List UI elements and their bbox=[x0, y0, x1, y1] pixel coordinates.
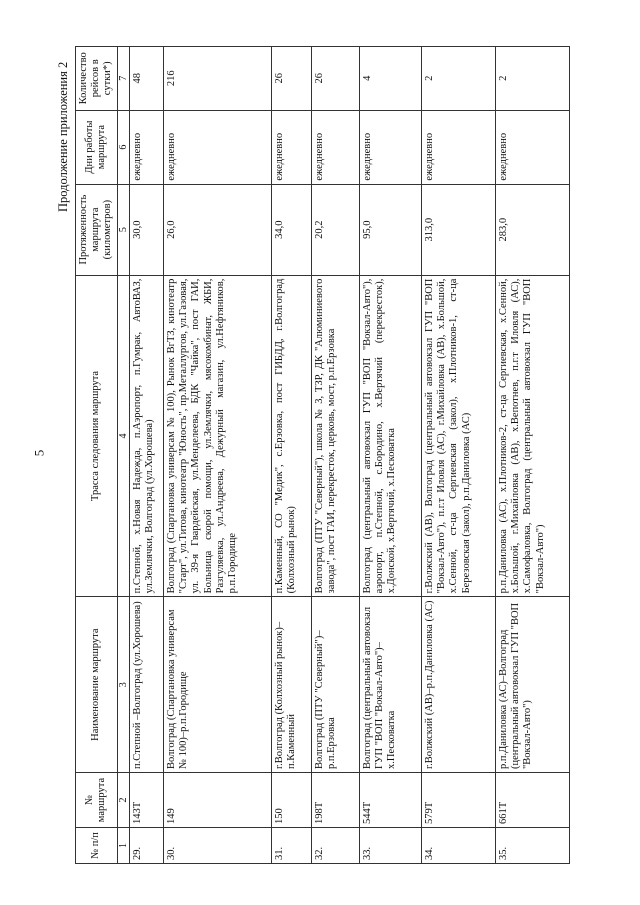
route-name: р.п.Даниловка (АС)–Волгоград (центральный автовокзал ГУП "ВОП "Вокзал-Авто") bbox=[496, 597, 570, 773]
route-length: 34,0 bbox=[272, 184, 312, 275]
row-index: 33. bbox=[360, 828, 422, 864]
route-days: ежедневно bbox=[496, 110, 570, 184]
column-number-row bbox=[117, 47, 130, 864]
rotated-table-sheet bbox=[50, 28, 590, 876]
row-index: 29. bbox=[130, 828, 164, 864]
route-days: ежедневно bbox=[272, 110, 312, 184]
route-path: р.п.Даниловка (АС), х.Плотников-2, ст-ца Сергиевская, х.Сенной, х.Большой, г.Михайловка (АВ), х.Вепотнев, п.г.т Иловля (АС), х.Самофаловка, Волгоград (центральный автовокзал ГУП "ВОП "Вокзал-Авто") bbox=[496, 275, 570, 597]
route-days: ежедневно bbox=[164, 110, 272, 184]
route-trips: 48 bbox=[130, 47, 164, 111]
route-name: Волгоград (центральный автовокзал ГУП "ВОП "Вокзал-Авто")–х.Песковатка bbox=[360, 597, 422, 773]
route-name: п.Степной –Волгоград (ул.Хорошева) bbox=[130, 597, 164, 773]
header-cell: № п/п bbox=[76, 828, 118, 864]
route-path: Волгоград (центральный автовокзал ГУП "ВОП "Вокзал-Авто"), аэропорт, п.Степной, с.Бородино, х.Вертячий (перекресток), х.Донской, х.Вертячий, х.Песковатка bbox=[360, 275, 422, 597]
route-length: 283,0 bbox=[496, 184, 570, 275]
route-trips: 4 bbox=[360, 47, 422, 111]
column-number: 7 bbox=[117, 47, 130, 111]
route-length: 20,2 bbox=[312, 184, 360, 275]
header-cell: № маршрута bbox=[76, 773, 118, 828]
route-path: п.Каменный, СО "Медик", с.Ерзовка, пост ГИБДД, г.Волгоград (Колхозный рынок) bbox=[272, 275, 312, 597]
route-path: г.Волжский (АВ), Волгоград (центральный автовокзал ГУП "ВОП "Вокзал-Авто"), п.г.т Иловля (АС), г.Михайловка (АВ), х.Большой, х.Сенной, ст-ца Сергиевская (закол), х.Плотников-1, ст-ца Березовская (закол), р.п.Даниловка (АС) bbox=[422, 275, 496, 597]
route-path: Волгоград (ПТУ "Северный"), школа № 3, ТЗР, ДК "Алюминиевого завода", пост ГАИ, перекресток, церковь, мост, р.п.Ерзовка bbox=[312, 275, 360, 597]
route-days: ежедневно bbox=[360, 110, 422, 184]
header-row bbox=[76, 47, 118, 864]
row-index: 35. bbox=[496, 828, 570, 864]
route-trips: 26 bbox=[312, 47, 360, 111]
route-number: 661Т bbox=[496, 773, 570, 828]
page-number: 5 bbox=[31, 449, 47, 457]
route-number: 198Т bbox=[312, 773, 360, 828]
route-length: 30,0 bbox=[130, 184, 164, 275]
continuation-caption: Продолжение приложения 2 bbox=[56, 61, 70, 212]
column-number: 2 bbox=[117, 773, 130, 828]
route-trips: 216 bbox=[164, 47, 272, 111]
table-row bbox=[130, 47, 164, 864]
header-cell: Дни работы маршрута bbox=[76, 110, 118, 184]
table-row bbox=[422, 47, 496, 864]
table-row bbox=[164, 47, 272, 864]
column-number: 6 bbox=[117, 110, 130, 184]
header-cell: Количество рейсов в сутки*) bbox=[76, 47, 118, 111]
row-index: 32. bbox=[312, 828, 360, 864]
route-days: ежедневно bbox=[130, 110, 164, 184]
route-trips: 26 bbox=[272, 47, 312, 111]
route-number: 544Т bbox=[360, 773, 422, 828]
route-name: г.Волгоград (Колхозный рынок)–п.Каменный bbox=[272, 597, 312, 773]
route-number: 150 bbox=[272, 773, 312, 828]
route-name: г.Волжский (АВ)–р.п.Даниловка (АС) bbox=[422, 597, 496, 773]
route-length: 313,0 bbox=[422, 184, 496, 275]
route-name: Волгоград (ПТУ "Северный")–р.п.Ерзовка bbox=[312, 597, 360, 773]
table-row bbox=[312, 47, 360, 864]
column-number: 4 bbox=[117, 275, 130, 597]
table-row bbox=[360, 47, 422, 864]
table-row bbox=[272, 47, 312, 864]
route-length: 95,0 bbox=[360, 184, 422, 275]
row-index: 31. bbox=[272, 828, 312, 864]
route-trips: 2 bbox=[422, 47, 496, 111]
route-number: 579Т bbox=[422, 773, 496, 828]
route-number: 143Т bbox=[130, 773, 164, 828]
row-index: 30. bbox=[164, 828, 272, 864]
column-number: 1 bbox=[117, 828, 130, 864]
route-days: ежедневно bbox=[312, 110, 360, 184]
route-length: 26,0 bbox=[164, 184, 272, 275]
table-row bbox=[496, 47, 570, 864]
route-path: Волгоград (Спартановка универсам № 100), Рынок ВгТЗ, кинотеатр "Старт", ул.Титова, кинотеатр "Юность", пр.Металлургов, ул.Газовая, ул. 39-я Гвардейская, ул.Менделеева, БДК "Чайка", пост ГАИ, Больница скорой помощи, ул.Землячки, мясокомбинат, ЖБИ, Разгуляевка, ул.Андреева, Дежурный магазин, ул.Нефтяников, р.п.Городище bbox=[164, 275, 272, 597]
header-cell: Наименование маршрута bbox=[76, 597, 118, 773]
header-cell: Трасса следования маршрута bbox=[76, 275, 118, 597]
routes-table bbox=[75, 46, 570, 864]
route-number: 149 bbox=[164, 773, 272, 828]
route-path: п.Степной, х.Новая Надежда, п.Аэропорт, п.Гумрак, АвтоВАЗ, ул.Землячки, Волгоград (ул.Хорошева) bbox=[130, 275, 164, 597]
route-days: ежедневно bbox=[422, 110, 496, 184]
column-number: 3 bbox=[117, 597, 130, 773]
route-trips: 2 bbox=[496, 47, 570, 111]
route-name: Волгоград (Спартановка универсам № 100)–р.п.Городище bbox=[164, 597, 272, 773]
column-number: 5 bbox=[117, 184, 130, 275]
header-cell: Протяженность маршрута (километров) bbox=[76, 184, 118, 275]
row-index: 34. bbox=[422, 828, 496, 864]
